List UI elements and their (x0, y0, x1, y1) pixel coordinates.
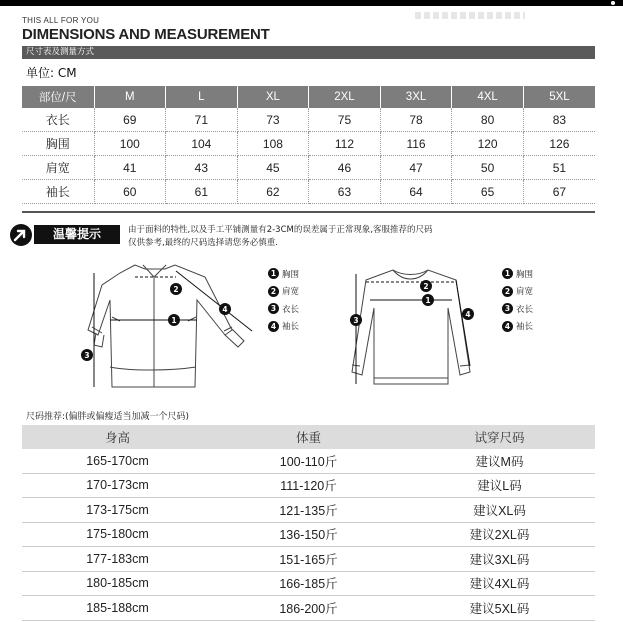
legend-number: 4 (502, 321, 513, 332)
legend-number: 2 (502, 286, 513, 297)
size-cell: 116 (380, 132, 452, 156)
size-cell: 71 (166, 108, 238, 132)
size-cell: 41 (94, 156, 166, 180)
size-suggestion-cell: 建议3XL码 (404, 547, 595, 572)
size-table (22, 86, 595, 204)
size-cell: 69 (94, 108, 166, 132)
row-label: 胸围 (22, 132, 94, 156)
notice-line-1: 由于面料的特性,以及手工平铺测量有2-3CM的误差属于正常现象,客服推荐的尺码 (128, 225, 433, 235)
size-cell: 112 (309, 132, 381, 156)
size-cell: 45 (237, 156, 309, 180)
faint-header-text (415, 12, 525, 19)
notice-line-2: 仅供参考,最终的尺码选择请您务必慎重. (128, 238, 278, 248)
recommend-row (22, 498, 595, 523)
size-cell: 43 (166, 156, 238, 180)
recommend-row (22, 596, 595, 621)
size-cell: 62 (237, 180, 309, 204)
size-suggestion-cell: 建议L码 (404, 473, 595, 498)
size-header-3xl: 3XL (380, 86, 452, 108)
weight-cell: 111-120斤 (213, 473, 404, 498)
size-suggestion-cell: 建议XL码 (404, 498, 595, 523)
row-label: 肩宽 (22, 156, 94, 180)
legend-number: 1 (268, 268, 279, 279)
header-height: 身高 (22, 425, 213, 449)
size-cell: 46 (309, 156, 381, 180)
legend-text: 衣长 (516, 304, 534, 315)
row-label: 衣长 (22, 108, 94, 132)
size-cell: 65 (452, 180, 524, 204)
height-cell: 173-175cm (22, 498, 213, 523)
arrow-icon (10, 224, 32, 246)
size-cell: 73 (237, 108, 309, 132)
size-cell: 60 (94, 180, 166, 204)
notice-label: 温馨提示 (34, 225, 120, 244)
legend-text: 袖长 (282, 322, 300, 333)
height-cell: 165-170cm (22, 449, 213, 473)
size-header-4xl: 4XL (452, 86, 524, 108)
height-cell: 185-188cm (22, 596, 213, 621)
legend-number: 4 (268, 321, 279, 332)
weight-cell: 100-110斤 (213, 449, 404, 473)
size-cell: 108 (237, 132, 309, 156)
size-cell: 75 (309, 108, 381, 132)
size-suggestion-cell: 建议M码 (404, 449, 595, 473)
row-label: 袖长 (22, 180, 94, 204)
size-row-length (22, 108, 595, 132)
legend-text: 衣长 (282, 304, 300, 315)
unit-label: 单位: CM (26, 66, 77, 80)
recommend-row (22, 522, 595, 547)
recommend-row (22, 547, 595, 572)
weight-cell: 121-135斤 (213, 498, 404, 523)
size-row-chest (22, 132, 595, 156)
legend-number: 3 (268, 303, 279, 314)
recommend-header-row (22, 425, 595, 449)
sweater-diagram (348, 262, 488, 392)
legend-number: 3 (502, 303, 513, 314)
marker-3: 3 (353, 316, 359, 325)
height-cell: 170-173cm (22, 473, 213, 498)
weight-cell: 166-185斤 (213, 571, 404, 596)
legend-text: 肩宽 (282, 287, 300, 298)
legend-number: 2 (268, 286, 279, 297)
size-corner-header: 部位/尺 (22, 86, 94, 108)
legend-item (502, 300, 533, 318)
marker-2: 2 (173, 285, 179, 294)
size-header-m: M (94, 86, 166, 108)
size-header-2xl: 2XL (309, 86, 381, 108)
size-suggestion-cell: 建议2XL码 (404, 522, 595, 547)
size-cell: 83 (523, 108, 595, 132)
size-cell: 47 (380, 156, 452, 180)
shirt-legend (268, 265, 299, 335)
size-cell: 51 (523, 156, 595, 180)
legend-item (502, 318, 533, 336)
marker-4: 4 (465, 310, 471, 319)
size-cell: 78 (380, 108, 452, 132)
marker-1: 1 (425, 296, 431, 305)
shirt-diagram (80, 255, 265, 395)
weight-cell: 186-200斤 (213, 596, 404, 621)
header-size: 试穿尺码 (404, 425, 595, 449)
legend-item (502, 283, 533, 301)
top-black-bar (0, 0, 623, 6)
height-cell: 177-183cm (22, 547, 213, 572)
height-cell: 175-180cm (22, 522, 213, 547)
size-row-shoulder (22, 156, 595, 180)
subtitle-text: 尺寸表及测量方式 (26, 47, 95, 57)
weight-cell: 136-150斤 (213, 522, 404, 547)
recommend-row (22, 473, 595, 498)
notice-text (128, 224, 528, 250)
table-bottom-rule (22, 211, 595, 213)
legend-number: 1 (502, 268, 513, 279)
recommend-table (22, 425, 595, 621)
size-cell: 100 (94, 132, 166, 156)
size-cell: 63 (309, 180, 381, 204)
recommend-title: 尺码推荐:(偏胖或偏瘦适当加减一个尺码) (26, 412, 190, 422)
size-cell: 64 (380, 180, 452, 204)
size-header-xl: XL (237, 86, 309, 108)
legend-text: 肩宽 (516, 287, 534, 298)
size-header-5xl: 5XL (523, 86, 595, 108)
legend-item (268, 265, 299, 283)
size-header-row (22, 86, 595, 108)
size-cell: 80 (452, 108, 524, 132)
legend-item (502, 265, 533, 283)
subtitle-bar (22, 46, 595, 59)
legend-item (268, 283, 299, 301)
marker-4: 4 (222, 305, 228, 314)
size-suggestion-cell: 建议4XL码 (404, 571, 595, 596)
legend-text: 胸围 (282, 269, 300, 280)
legend-text: 胸围 (516, 269, 534, 280)
weight-cell: 151-165斤 (213, 547, 404, 572)
size-cell: 126 (523, 132, 595, 156)
page-title: DIMENSIONS AND MEASUREMENT (22, 26, 270, 43)
recommend-row (22, 449, 595, 473)
marker-3: 3 (84, 351, 90, 360)
tagline: THIS ALL FOR YOU (22, 16, 100, 25)
size-cell: 104 (166, 132, 238, 156)
size-cell: 120 (452, 132, 524, 156)
legend-item (268, 300, 299, 318)
marker-2: 2 (423, 282, 429, 291)
size-cell: 61 (166, 180, 238, 204)
height-cell: 180-185cm (22, 571, 213, 596)
marker-1: 1 (171, 316, 177, 325)
size-header-l: L (166, 86, 238, 108)
sweater-legend (502, 265, 533, 335)
size-suggestion-cell: 建议5XL码 (404, 596, 595, 621)
bar-dot (611, 1, 615, 5)
legend-text: 袖长 (516, 322, 534, 333)
size-row-sleeve (22, 180, 595, 204)
size-cell: 50 (452, 156, 524, 180)
legend-item (268, 318, 299, 336)
recommend-row (22, 571, 595, 596)
header-weight: 体重 (213, 425, 404, 449)
size-cell: 67 (523, 180, 595, 204)
